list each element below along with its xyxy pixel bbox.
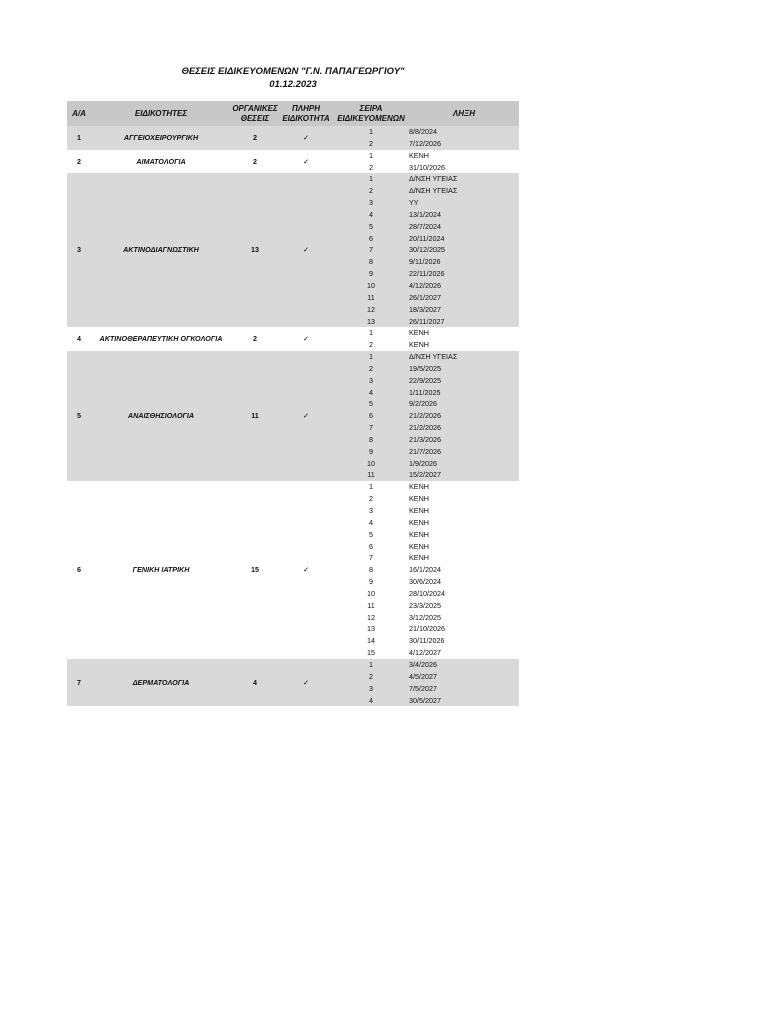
- expiry-date: 21/2/2026: [409, 422, 519, 434]
- table-header-row: [67, 101, 519, 126]
- resident-order: 1: [333, 173, 409, 185]
- document-header: [67, 65, 519, 91]
- header-full: [279, 101, 333, 126]
- specialty-number: 4: [77, 334, 81, 344]
- expiry-date: ΚΕΝΗ: [409, 529, 429, 539]
- resident-order: 2: [369, 340, 373, 350]
- specialty-name: ΑΚΤΙΝΟΘΕΡΑΠΕΥΤΙΚΗ ΟΓΚΟΛΟΓΙΑ: [99, 334, 223, 344]
- resident-order: 2: [333, 363, 409, 375]
- resident-order: 10: [333, 458, 409, 470]
- specialty-name: ΓΕΝΙΚΗ ΙΑΤΡΙΚΗ: [132, 565, 190, 575]
- expiry-date: ΚΕΝΗ: [409, 494, 429, 504]
- header-order-line2: ΕΙΔΙΚΕΥΟΜΕΝΩΝ: [337, 113, 405, 123]
- expiry-date: ΚΕΝΗ: [409, 482, 429, 492]
- table-row: [67, 659, 519, 671]
- expiry-date: Δ/ΝΣΗ ΥΓΕΙΑΣ: [409, 351, 519, 363]
- full-specialty-check: ✓: [279, 173, 333, 327]
- resident-order: 11: [367, 600, 375, 610]
- resident-order: 6: [369, 541, 373, 551]
- table-body: [67, 126, 519, 706]
- resident-order: 3: [333, 375, 409, 387]
- header-aa: Α/Α: [67, 101, 91, 126]
- resident-order: 1: [333, 659, 409, 671]
- header-organic-line1: ΟΡΓΑΝΙΚΕΣ: [232, 103, 278, 113]
- full-specialty-check: ✓: [279, 126, 333, 150]
- table-row: [67, 351, 519, 363]
- resident-order: 6: [333, 233, 409, 245]
- expiry-date: ΚΕΝΗ: [409, 328, 429, 338]
- specialties-table: [67, 101, 519, 706]
- resident-order: 7: [333, 422, 409, 434]
- expiry-date: 18/3/2027: [409, 304, 519, 316]
- organic-positions: 4: [231, 659, 279, 706]
- resident-order: 12: [367, 612, 375, 622]
- full-specialty-check: ✓: [302, 565, 310, 575]
- expiry-date: 26/1/2027: [409, 292, 519, 304]
- expiry-date: 3/12/2025: [409, 612, 441, 622]
- specialty-number: 1: [67, 126, 91, 150]
- expiry-date: 22/9/2025: [409, 375, 519, 387]
- table-row: [67, 481, 519, 493]
- expiry-date: ΚΕΝΗ: [409, 553, 429, 563]
- resident-order: 1: [369, 482, 373, 492]
- expiry-date: 30/5/2027: [409, 695, 519, 707]
- expiry-date: 15/2/2027: [409, 469, 519, 481]
- specialty-name: ΑΚΤΙΝΟΔΙΑΓΝΩΣΤΙΚΗ: [91, 173, 231, 327]
- expiry-date: ΚΕΝΗ: [409, 150, 429, 160]
- expiry-date: 13/1/2024: [409, 209, 519, 221]
- organic-positions: 2: [231, 126, 279, 150]
- table-row: [67, 126, 519, 138]
- resident-order: 3: [333, 197, 409, 209]
- resident-order: 6: [333, 410, 409, 422]
- expiry-date: 26/11/2027: [409, 316, 519, 328]
- organic-positions: 11: [231, 351, 279, 481]
- resident-order: 2: [333, 671, 409, 683]
- table-row: [67, 173, 519, 185]
- resident-order: 1: [333, 126, 409, 138]
- resident-order: 4: [333, 209, 409, 221]
- resident-order: 13: [333, 316, 409, 328]
- resident-order: 11: [333, 469, 409, 481]
- resident-order: 10: [367, 588, 375, 598]
- specialty-name: ΑΙΜΑΤΟΛΟΓΙΑ: [136, 156, 186, 166]
- expiry-date: 23/3/2025: [409, 600, 441, 610]
- organic-positions: 15: [251, 565, 259, 575]
- resident-order: 4: [333, 695, 409, 707]
- expiry-date: 28/7/2024: [409, 221, 519, 233]
- expiry-date: ΚΕΝΗ: [409, 541, 429, 551]
- header-organic-line2: ΘΕΣΕΙΣ: [240, 113, 270, 123]
- table-row: [67, 327, 519, 339]
- resident-order: 7: [333, 244, 409, 256]
- expiry-date: 4/5/2027: [409, 671, 519, 683]
- header-full-line2: ΕΙΔΙΚΟΤΗΤΑ: [282, 113, 330, 123]
- specialty-number: 5: [67, 351, 91, 481]
- full-specialty-check: ✓: [302, 334, 310, 344]
- resident-order: 2: [333, 185, 409, 197]
- expiry-date: 21/3/2026: [409, 434, 519, 446]
- resident-order: 4: [369, 517, 373, 527]
- expiry-date: 21/7/2026: [409, 446, 519, 458]
- expiry-date: 31/10/2026: [409, 162, 445, 172]
- organic-positions: 13: [231, 173, 279, 327]
- header-organic: [231, 101, 279, 126]
- document-date: 01.12.2023: [269, 79, 317, 90]
- table-row: [67, 150, 519, 162]
- resident-order: 1: [369, 150, 373, 160]
- expiry-date: 4/12/2026: [409, 280, 519, 292]
- resident-order: 9: [333, 446, 409, 458]
- specialty-name: ΔΕΡΜΑΤΟΛΟΓΙΑ: [91, 659, 231, 706]
- expiry-date: 20/11/2024: [409, 233, 519, 245]
- expiry-date: ΚΕΝΗ: [409, 340, 429, 350]
- organic-positions: 2: [253, 334, 257, 344]
- expiry-date: 3/4/2026: [409, 659, 519, 671]
- document-title: ΘΕΣΕΙΣ ΕΙΔΙΚΕΥΟΜΕΝΩΝ "Γ.Ν. ΠΑΠΑΓΕΩΡΓΙΟΥ": [181, 66, 405, 77]
- full-specialty-check: ✓: [302, 156, 310, 166]
- header-full-line1: ΠΛΗΡΗ: [292, 103, 320, 113]
- resident-order: 4: [333, 387, 409, 399]
- expiry-date: 16/1/2024: [409, 565, 441, 575]
- expiry-date: 28/10/2024: [409, 588, 445, 598]
- resident-order: 1: [333, 351, 409, 363]
- expiry-date: 30/12/2025: [409, 244, 519, 256]
- header-order-line1: ΣΕΙΡΑ: [359, 103, 383, 113]
- resident-order: 10: [333, 280, 409, 292]
- expiry-date: 9/2/2026: [409, 398, 519, 410]
- expiry-date: Δ/ΝΣΗ ΥΓΕΙΑΣ: [409, 185, 519, 197]
- full-specialty-check: ✓: [279, 659, 333, 706]
- expiry-date: ΥΥ: [409, 197, 519, 209]
- full-specialty-check: ✓: [279, 351, 333, 481]
- resident-order: 3: [369, 506, 373, 515]
- resident-order: 5: [369, 529, 373, 539]
- expiry-date: 21/2/2026: [409, 410, 519, 422]
- header-expiry: ΛΗΞΗ: [409, 101, 519, 126]
- resident-order: 5: [333, 221, 409, 233]
- specialty-name: ΑΓΓΕΙΟΧΕΙΡΟΥΡΓΙΚΗ: [91, 126, 231, 150]
- expiry-date: 19/5/2025: [409, 363, 519, 375]
- expiry-date: 30/6/2024: [409, 577, 441, 587]
- organic-positions: 2: [253, 156, 257, 166]
- expiry-date: Δ/ΝΣΗ ΥΓΕΙΑΣ: [409, 173, 519, 185]
- specialty-number: 6: [77, 565, 81, 575]
- resident-order: 8: [369, 565, 373, 575]
- expiry-date: ΚΕΝΗ: [409, 506, 429, 515]
- specialty-number: 3: [67, 173, 91, 327]
- resident-order: 2: [369, 162, 373, 172]
- expiry-date: ΚΕΝΗ: [409, 517, 429, 527]
- resident-order: 8: [333, 434, 409, 446]
- specialty-number: 7: [67, 659, 91, 706]
- resident-order: 3: [333, 683, 409, 695]
- expiry-date: 1/9/2026: [409, 458, 519, 470]
- header-order: [333, 101, 409, 126]
- resident-order: 11: [333, 292, 409, 304]
- expiry-date: 22/11/2026: [409, 268, 519, 280]
- expiry-date: 7/5/2027: [409, 683, 519, 695]
- specialty-number: 2: [77, 156, 81, 166]
- resident-order: 7: [369, 553, 373, 563]
- expiry-date: 30/11/2026: [409, 636, 445, 646]
- resident-order: 8: [333, 256, 409, 268]
- expiry-date: 1/11/2025: [409, 387, 519, 399]
- resident-order: 2: [369, 494, 373, 504]
- header-specialty: ΕΙΔΙΚΟΤΗΤΕΣ: [91, 101, 231, 126]
- resident-order: 15: [367, 648, 375, 658]
- expiry-date: 21/10/2026: [409, 624, 445, 634]
- resident-order: 13: [367, 624, 375, 634]
- expiry-date: 4/12/2027: [409, 648, 441, 658]
- resident-order: 2: [333, 138, 409, 150]
- resident-order: 9: [369, 577, 373, 587]
- resident-order: 9: [333, 268, 409, 280]
- resident-order: 12: [333, 304, 409, 316]
- expiry-date: 8/8/2024: [409, 126, 519, 138]
- expiry-date: 7/12/2026: [409, 138, 519, 150]
- resident-order: 1: [369, 328, 373, 338]
- expiry-date: 9/11/2026: [409, 256, 519, 268]
- resident-order: 14: [367, 636, 375, 646]
- resident-order: 5: [333, 398, 409, 410]
- specialty-name: ΑΝΑΙΣΘΗΣΙΟΛΟΓΙΑ: [91, 351, 231, 481]
